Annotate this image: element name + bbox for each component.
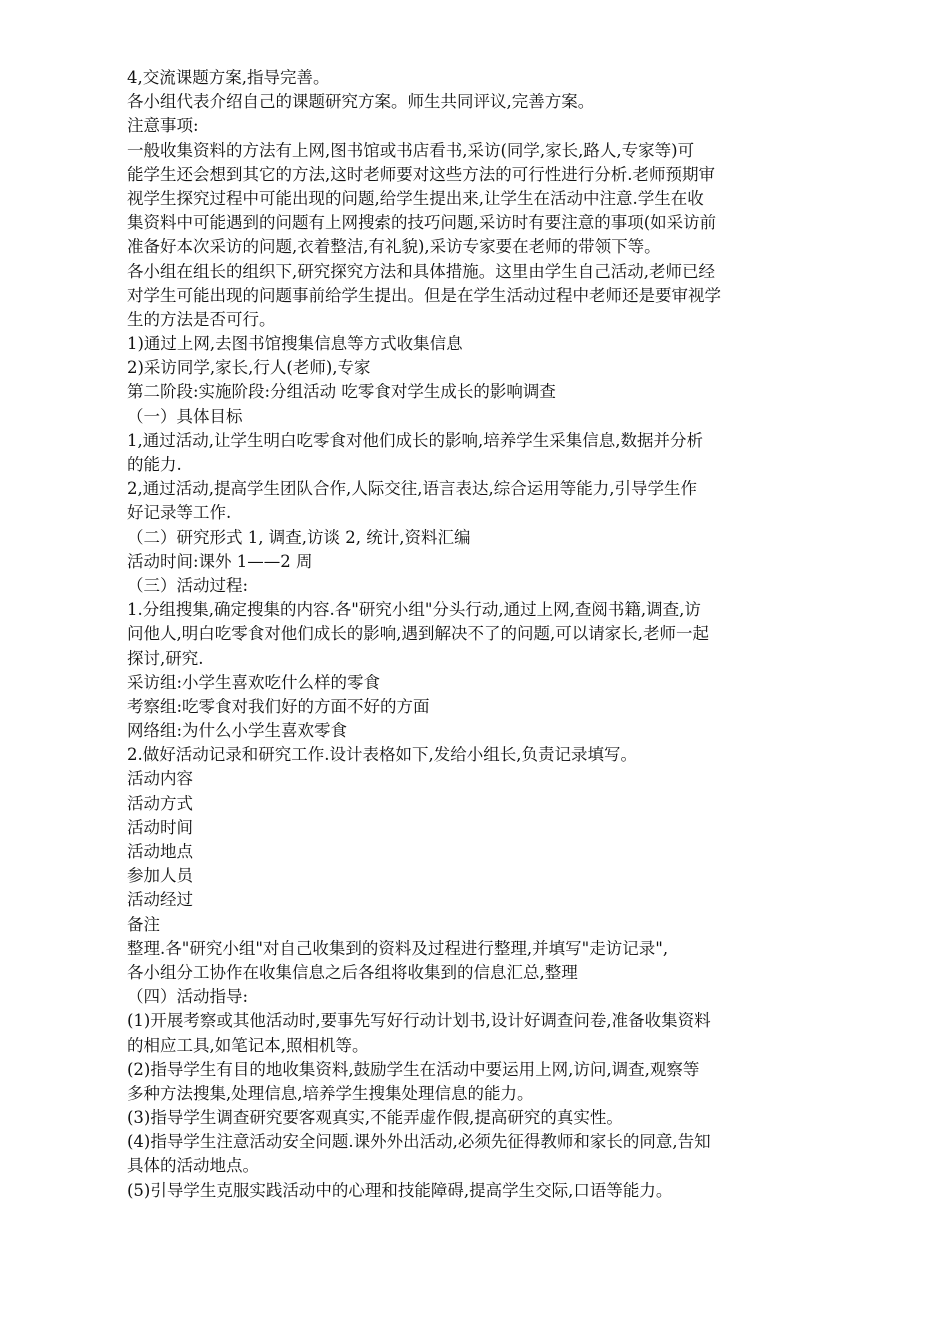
text-line: 探讨,研究. — [127, 648, 204, 668]
text-line: 好记录等工作. — [127, 503, 232, 523]
text-line: 1,通过活动,让学生明白吃零食对他们成长的影响,培养学生采集信息,数据并分析 — [127, 430, 703, 450]
text-line: 1)通过上网,去图书馆搜集信息等方式收集信息 — [127, 334, 463, 354]
section-heading: 第二阶段:实施阶段:分组活动 吃零食对学生成长的影响调查 — [127, 382, 556, 402]
text-line: 具体的活动地点。 — [127, 1156, 259, 1176]
subsection-heading: （四）活动指导: — [127, 987, 249, 1007]
table-field: 活动时间 — [127, 817, 193, 837]
table-field: 活动方式 — [127, 793, 193, 813]
text-line: 2.做好活动记录和研究工作.设计表格如下,发给小组长,负责记录填写。 — [127, 745, 637, 765]
text-line: 2,通过活动,提高学生团队合作,人际交往,语言表达,综合运用等能力,引导学生作 — [127, 479, 697, 499]
text-line: 对学生可能出现的问题事前给学生提出。但是在学生活动过程中老师还是要审视学 — [127, 285, 721, 305]
text-line: 多种方法搜集,处理信息,培养学生搜集处理信息的能力。 — [127, 1083, 534, 1103]
table-field: 备注 — [127, 914, 160, 934]
text-line: 一般收集资料的方法有上网,图书馆或书店看书,采访(同学,家长,路人,专家等)可 — [127, 140, 695, 160]
text-line: 各小组分工协作在收集信息之后各组将收集到的信息汇总,整理 — [127, 962, 578, 982]
subsection-heading: （三）活动过程: — [127, 575, 249, 595]
text-line: 活动时间:课外 1——2 周 — [127, 551, 313, 571]
document-body — [127, 66, 827, 1203]
text-line: (5)引导学生克服实践活动中的心理和技能障碍,提高学生交际,口语等能力。 — [127, 1180, 673, 1200]
table-field: 活动经过 — [127, 890, 193, 910]
text-line: 网络组:为什么小学生喜欢零食 — [127, 721, 348, 741]
table-field: 活动内容 — [127, 769, 193, 789]
subsection-heading: （一）具体目标 — [127, 406, 243, 426]
text-line: 各小组在组长的组织下,研究探究方法和具体措施。这里由学生自己活动,老师已经 — [127, 261, 715, 281]
text-line: 生的方法是否可行。 — [127, 309, 276, 329]
text-line: 的能力. — [127, 455, 182, 474]
text-line: 的相应工具,如笔记本,照相机等。 — [127, 1035, 369, 1055]
text-line: 集资料中可能遇到的问题有上网搜索的技巧问题,采访时有要注意的事项(如采访前 — [127, 213, 717, 233]
text-line: (4)指导学生注意活动安全问题.课外外出活动,必须先征得教师和家长的同意,告知 — [127, 1132, 711, 1152]
text-line: (2)指导学生有目的地收集资料,鼓励学生在活动中要运用上网,访问,调查,观察等 — [127, 1059, 700, 1079]
text-line: 4,交流课题方案,指导完善。 — [127, 68, 330, 87]
text-line: 准备好本次采访的问题,衣着整洁,有礼貌),采访专家要在老师的带领下等。 — [127, 237, 661, 257]
text-line: 采访组:小学生喜欢吃什么样的零食 — [127, 672, 381, 692]
text-line: 视学生探究过程中可能出现的问题,给学生提出来,让学生在活动中注意.学生在收 — [127, 188, 704, 208]
table-field: 活动地点 — [127, 842, 193, 861]
text-line: 注意事项: — [127, 116, 199, 136]
text-line: 2)采访同学,家长,行人(老师),专家 — [127, 358, 371, 378]
text-line: (3)指导学生调查研究要客观真实,不能弄虚作假,提高研究的真实性。 — [127, 1108, 623, 1128]
text-line: 考察组:吃零食对我们好的方面不好的方面 — [127, 696, 430, 716]
text-line: 1.分组搜集,确定搜集的内容.各"研究小组"分头行动,通过上网,查阅书籍,调查,访 — [127, 600, 701, 620]
text-line: 整理.各"研究小组"对自己收集到的资料及过程进行整理,并填写"走访记录", — [127, 938, 669, 958]
subsection-heading: （二）研究形式 1, 调查,访谈 2, 统计,资料汇编 — [127, 527, 471, 547]
text-line: (1)开展考察或其他活动时,要事先写好行动计划书,设计好调查问卷,准备收集资料 — [127, 1011, 711, 1031]
text-line: 问他人,明白吃零食对他们成长的影响,遇到解决不了的问题,可以请家长,老师一起 — [127, 624, 709, 644]
text-line: 能学生还会想到其它的方法,这时老师要对这些方法的可行性进行分析.老师预期审 — [127, 164, 715, 184]
text-line: 各小组代表介绍自己的课题研究方案。师生共同评议,完善方案。 — [127, 92, 595, 112]
table-field: 参加人员 — [127, 866, 193, 886]
